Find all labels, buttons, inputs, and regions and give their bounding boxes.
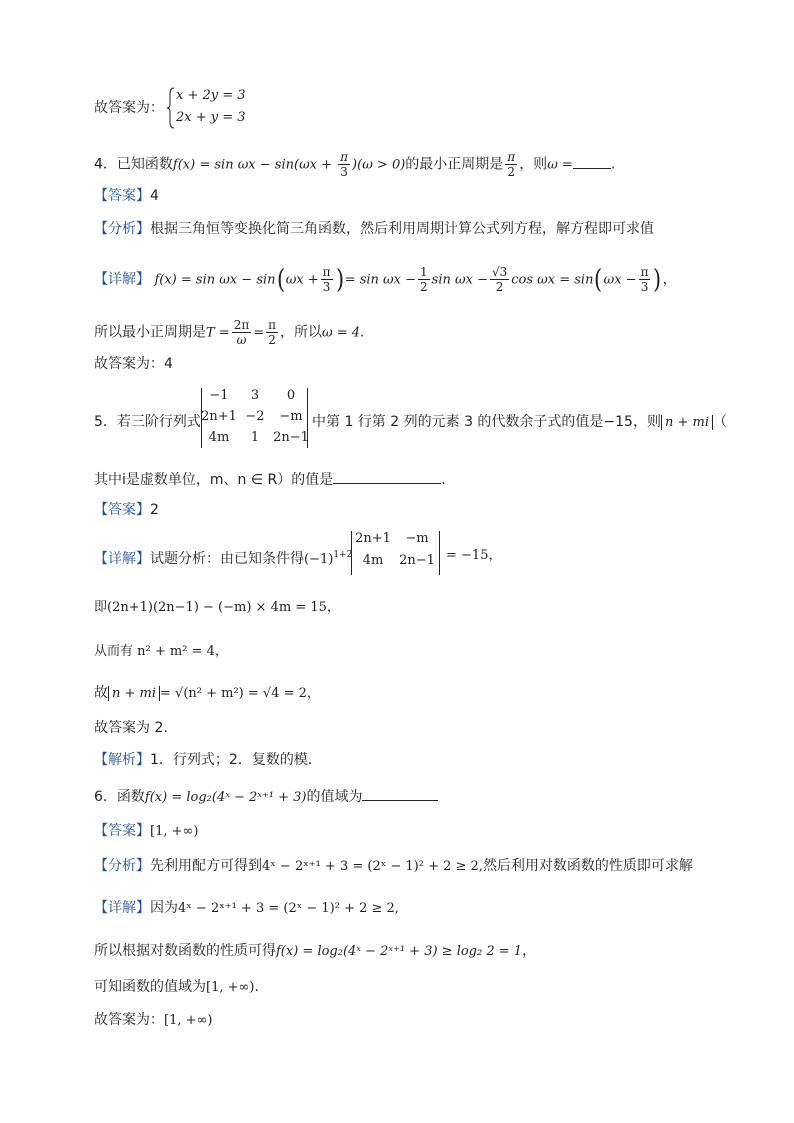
q4-pi-over-3: $\frac{\pi}{3}$ [340,150,349,179]
determinant-2x2 [351,530,441,576]
q4-pi-over-2: $\frac{\pi}{2}$ [507,150,516,179]
question-6: 6．函数f(x) = log₂(4ˣ − 2ˣ⁺¹ + 3)的值域为 [94,786,438,808]
answer-blank [573,154,611,169]
final-answer-5: 故答案为 2. [94,720,168,736]
answer-blank [362,786,438,801]
answer-4 [94,186,159,206]
detail-tag: 【详解】 [94,271,150,288]
detail-4: 【详解】 f(x) = sin ωx − sin(ωx + $\frac{\pi}{3}$ )= sin ωx − $\frac{1}{2}$ sin ωx − $\frac{√3}{2}$ cos ωx = sin(ωx − $\frac{\pi}{3}$ )， [94,264,677,295]
matrix-cell: 2n−1 [273,430,309,445]
detail-6-line-2: 所以根据对数函数的性质可得f(x) = log₂(4ˣ − 2ˣ⁺¹ + 3) ≥ log₂ 2 = 1， [94,943,537,959]
determinant-3x3 [199,386,309,450]
analysis-tag: 【分析】 [94,858,150,874]
question-5-label: 5．若三阶行列式 [94,414,201,430]
analysis-4 [94,219,654,239]
matrix-cell: −1 [209,388,229,403]
detail-tag: 【详解】 [94,900,150,916]
question-5-text: 中第 1 行第 2 列的元素 3 的代数余子式的值是−15，则 n + mi （ [312,414,727,430]
matrix-cell: 0 [286,388,296,403]
detail-tag: 【详解】 [94,551,150,567]
left-brace-icon [166,86,176,130]
answer-blank [333,469,441,484]
matrix-cell: −m [279,409,303,424]
matrix-cell: 1 [250,430,260,445]
modulus-expression: n + mi [661,415,713,430]
matrix-cell: 4m [362,553,384,568]
analysis-6: 【分析】先利用配方可得到4ˣ − 2ˣ⁺¹ + 3 = (2ˣ − 1)² + 2 ≥ 2,然后利用对数函数的性质即可求解 [94,858,693,874]
equation-1: x + 2y = 3 [176,88,246,103]
analysis-points-5: 【解析】1．行列式；2．复数的模． [94,752,322,768]
detail-6: 【详解】因为4ˣ − 2ˣ⁺¹ + 3 = (2ˣ − 1)² + 2 ≥ 2, [94,900,399,916]
answer-tag: 【答案】 [94,823,150,839]
final-answer-4: 故答案为：4 [94,356,173,372]
answer-line-3 [94,98,164,118]
matrix-cell: 3 [250,388,260,403]
answer-prefix: 故答案为： [94,100,164,116]
detail-5-line-4: 故 n + mi = √(n² + m²) = √4 = 2， [94,685,320,701]
detail-5-result: = −15， [446,548,502,563]
question-4-number: 4．已知函数 [94,156,173,173]
answer-5 [94,500,159,520]
matrix-cell: 2n−1 [399,553,435,568]
detail-5: 【详解】试题分析：由已知条件得$(-1)^{1+2}$ [94,550,353,567]
analysis-text: 根据三角恒等变换化简三角函数，然后利用周期计算公式列方程，解方程即可求值 [150,221,654,237]
detail-5-line-2: 即(2n+1)(2n−1) − (−m) × 4m = 15， [94,600,340,615]
answer-value: 4 [150,188,159,204]
equation-2: 2x + y = 3 [176,110,246,125]
detail-6-line-3: 可知函数的值域为[1, +∞). [94,979,259,995]
detail-5-line-3: 从而有 n² + m² = 4， [94,644,228,659]
matrix-cell: 2n+1 [355,531,391,546]
period-line-4: 所以最小正周期是T = $\frac{2\pi}{\omega}$ = $\frac{\pi}{2}$ ，所以ω = 4. [94,318,365,347]
matrix-cell: 4m [208,430,230,445]
equation-system [166,86,246,130]
answer-6: 【答案】[1, +∞) [94,823,199,839]
final-answer-6: 故答案为：[1, +∞) [94,1012,213,1028]
analysis-tag: 【分析】 [94,221,150,237]
q4-function: f(x) = sin ωx − sin(ωx + [172,157,337,173]
matrix-cell: 2n+1 [201,409,237,424]
analysis-tag: 【解析】 [94,752,150,768]
matrix-cell: −m [405,531,429,546]
answer-tag: 【答案】 [94,188,150,204]
answer-value: 2 [150,502,159,518]
question-5-text-2: 其中i是虚数单位，m、n ∈ R）的值是 . [94,469,446,490]
question-4: 4．已知函数f(x) = sin ωx − sin(ωx + $\frac{\pi}{3}$ )(ω > 0)的最小正周期是 $\frac{\pi}{2}$ ，则ω = . [94,150,616,179]
answer-tag: 【答案】 [94,502,150,518]
matrix-cell: −2 [245,409,265,424]
